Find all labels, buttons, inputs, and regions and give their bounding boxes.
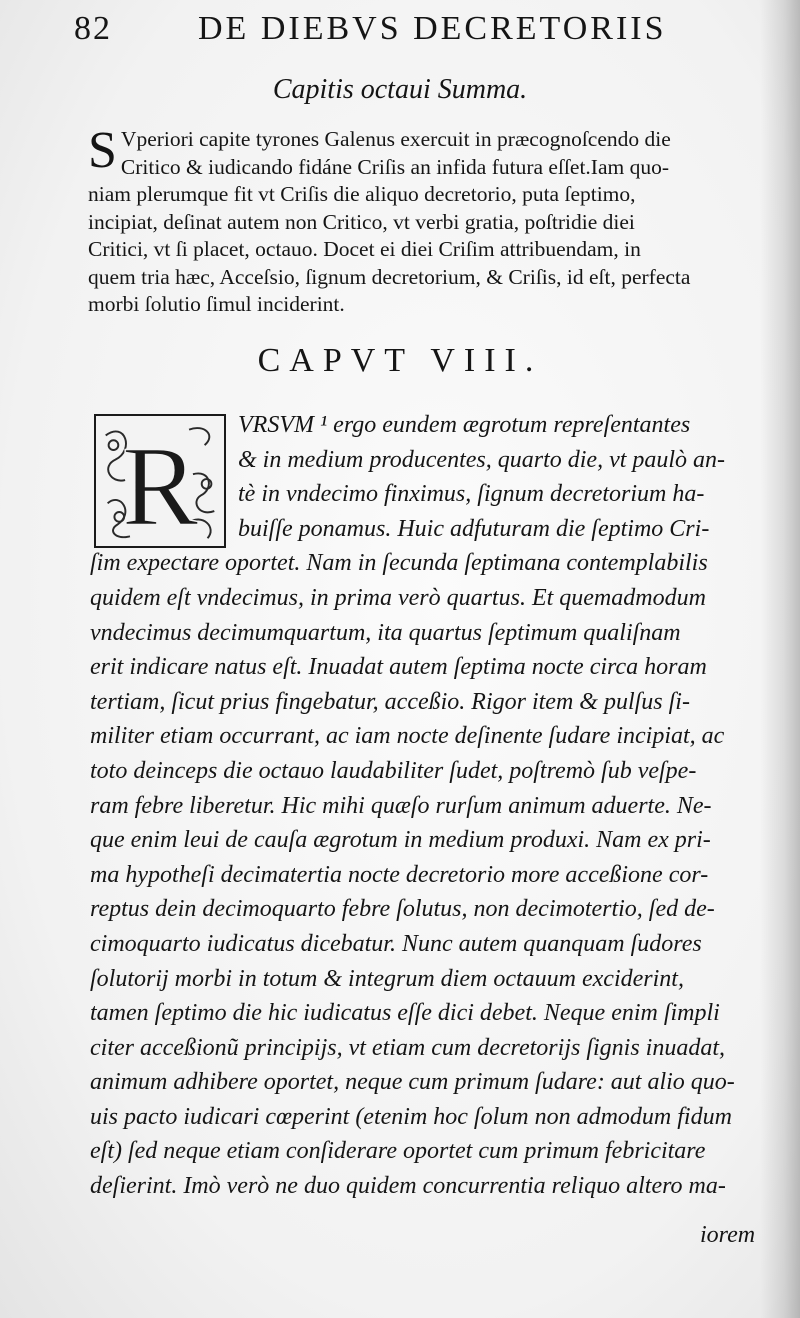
body-line: ſolutorij morbi in totum & integrum diem octauum exciderint, bbox=[90, 965, 684, 992]
body-line: vndecimus decimumquartum, ita quartus ſeptimum qualiſnam bbox=[90, 619, 681, 646]
body-line: quidem eſt vndecimus, in prima verò quartus. Et quemadmodum bbox=[90, 584, 706, 611]
summary-line: niam plerumque fit vt Criſis die aliquo decretorio, puta ſeptimo, bbox=[88, 182, 636, 206]
body-line: citer acceßionũ principijs, vt etiam cum decretorijs ſignis inuadat, bbox=[90, 1034, 726, 1061]
summary-line: Critici, vt ſi placet, octauo. Docet ei diei Criſim attribuendam, in bbox=[88, 237, 641, 261]
summary-line: Critico & iudicando fidáne Criſis an infida futura eſſet.Iam quo- bbox=[120, 154, 670, 179]
summary-line: incipiat, deſinat autem non Critico, vt verbi gratia, poſtridie diei bbox=[88, 209, 635, 234]
body-line: buiſſe ponamus. Huic adfuturam die ſeptimo Cri- bbox=[238, 515, 710, 542]
page-gutter-shadow bbox=[760, 0, 800, 1318]
body-line: & in medium producentes, quarto die, vt paulò an- bbox=[238, 446, 726, 473]
body-line: ma hypotheſi decimatertia nocte decretorio more acceßione cor- bbox=[90, 861, 709, 888]
body-line: animum adhibere oportet, neque cum primum ſudare: aut alio quo- bbox=[90, 1069, 735, 1096]
body-line: tè in vndecimo finximus, ſignum decretorium ha- bbox=[238, 481, 705, 508]
body-line: uis pacto iudicari cœperint (etenim hoc ſolum non admodum fidum bbox=[90, 1103, 732, 1130]
summary-line: quem tria hæc, Acceſsio, ſignum decretorium, & Criſis, id eſt, perfecta bbox=[88, 264, 691, 289]
chapter-body bbox=[90, 408, 766, 1204]
body-line: que enim leui de cauſa ægrotum in medium produxi. Nam ex pri- bbox=[90, 827, 711, 854]
body-line: VRSVM ¹ ergo eundem ægrotum repreſentantes bbox=[238, 412, 691, 438]
summary-line: Vperiori capite tyrones Galenus exercuit in præcognoſcendo die bbox=[120, 127, 671, 151]
body-line: deſierint. Imò verò ne duo quidem concurrentia reliquo altero ma- bbox=[90, 1173, 726, 1200]
body-line: militer etiam occurrant, ac iam nocte deſinente ſudare incipiat, ac bbox=[90, 723, 725, 750]
running-title: DE DIEBVS DECRETORIIS bbox=[198, 10, 667, 47]
body-line: reptus dein decimoquarto febre ſolutus, non decimotertio, ſed de- bbox=[90, 896, 715, 923]
body-line: toto deinceps die octauo laudabiliter ſudet, poſtremò ſub veſpe- bbox=[90, 757, 697, 784]
body-line: tertiam, ſicut prius fingebatur, acceßio. Rigor item & pulſus ſi- bbox=[90, 688, 690, 715]
summary-heading: Capitis octaui Summa. bbox=[272, 74, 528, 105]
chapter-summary bbox=[88, 122, 760, 319]
svg-text:R: R bbox=[121, 422, 199, 546]
summary-line: morbi ſolutio ſimul inciderint. bbox=[88, 292, 345, 316]
body-line: cimoquarto iudicatus dicebatur. Nunc autem quanquam ſudores bbox=[90, 930, 702, 957]
body-line: ſim expectare oportet. Nam in ſecunda ſeptimana contemplabilis bbox=[90, 550, 708, 577]
body-line: erit indicare natus eſt. Inuadat autem ſeptima nocte circa horam bbox=[90, 654, 707, 681]
chapter-heading: CAPVT VIII. bbox=[257, 342, 543, 379]
body-line: ram febre liberetur. Hic mihi quæſo rurſum animum aduerte. Ne- bbox=[90, 792, 712, 819]
catchword: iorem bbox=[700, 1222, 756, 1248]
page-number: 82 bbox=[74, 10, 112, 47]
body-line: eſt) ſed neque etiam conſiderare oportet cum primum febricitare bbox=[90, 1138, 706, 1165]
summary-drop-letter: S bbox=[88, 122, 117, 179]
body-line: tamen ſeptimo die hic iudicatus eſſe dici debet. Neque enim ſimpli bbox=[90, 1000, 720, 1027]
